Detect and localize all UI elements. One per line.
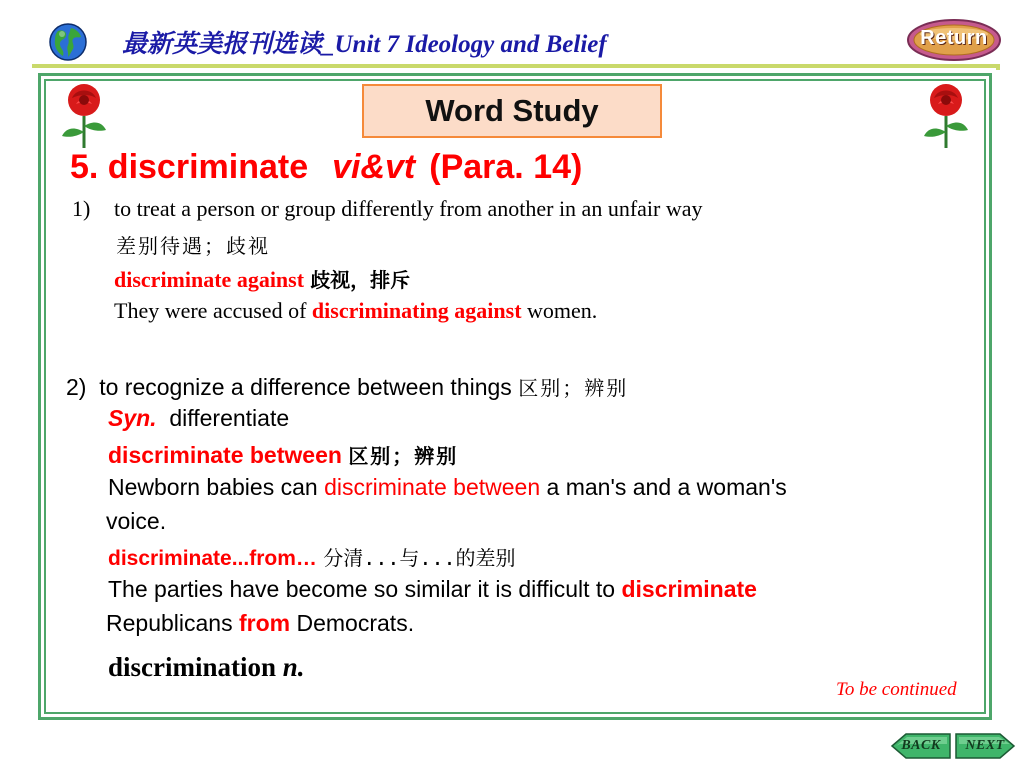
sense1-definition: to treat a person or group differently from another in an unfair way — [114, 196, 703, 221]
sense2-example1-line2: voice. — [106, 508, 167, 534]
sense2-example1-line1 — [108, 474, 787, 501]
sense1-phrase-translation: 歧视，排斥 — [310, 268, 411, 292]
sense2-phrase2-translation: 分清...与...的差别 — [323, 546, 516, 570]
sense1-translation: 差别待遇；歧视 — [116, 234, 270, 258]
to-be-continued: To be continued — [836, 679, 957, 700]
sense2-synonym-line — [108, 405, 289, 432]
sense1-example-highlight: discriminating against — [311, 298, 522, 323]
return-label: Return — [920, 27, 988, 49]
sense2-example2-line2 — [106, 610, 414, 637]
sense2-example2-line1 — [108, 576, 757, 603]
sense2-example1-before: Newborn babies can — [108, 474, 318, 500]
back-button[interactable] — [890, 732, 952, 760]
sense2-definition-line — [66, 372, 628, 401]
header-divider-end — [996, 64, 1000, 70]
header-title: 最新英美报刊选读_Unit 7 Ideology and Belief — [122, 31, 607, 58]
sense1-example-after: women. — [527, 298, 598, 323]
rose-icon — [912, 80, 982, 150]
rose-icon — [50, 80, 120, 150]
derivative-line — [108, 652, 305, 683]
derivative-pos: n. — [282, 652, 305, 682]
sense1-phrase: discriminate against — [114, 267, 305, 292]
entry-paragraph-ref: (Para. 14) — [429, 148, 583, 186]
sense2-example1-highlight: discriminate between — [324, 474, 541, 500]
derivative-word: discrimination — [108, 652, 277, 682]
entry-heading — [70, 148, 582, 187]
globe-icon — [48, 22, 88, 62]
sense2-syn-word: differentiate — [169, 405, 290, 431]
entry-word: 5. discriminate — [70, 148, 309, 186]
return-button[interactable] — [906, 18, 1002, 62]
entry-pos: vi&vt — [332, 148, 416, 186]
sense2-example2-before: The parties have become so similar it is difficult to — [108, 576, 616, 602]
sense2-syn-label: Syn. — [108, 405, 157, 431]
sense2-example2-highlight1: discriminate — [621, 576, 757, 602]
sense2-definition: to recognize a difference between things — [99, 374, 512, 400]
sense2-phrase2-line — [108, 542, 516, 571]
next-button[interactable] — [954, 732, 1016, 760]
sense1-example-before: They were accused of — [114, 298, 307, 323]
sense2-number: 2) — [66, 374, 87, 400]
sense1-phrase-line — [114, 264, 410, 293]
sense2-phrase2: discriminate...from… — [108, 547, 317, 570]
sense2-translation: 区别；辨别 — [518, 376, 629, 400]
sense2-phrase1: discriminate between — [108, 442, 342, 468]
sense2-phrase1-translation: 区别；辨别 — [348, 444, 459, 468]
next-label: NEXT — [965, 738, 1005, 753]
sense2-example2-highlight2: from — [238, 610, 291, 636]
sense2-example2-line2-start: Republicans — [106, 610, 233, 636]
back-label: BACK — [901, 738, 941, 753]
sense2-example2-line2-end: Democrats. — [296, 610, 415, 636]
header-divider — [32, 64, 1000, 68]
sense2-example1-after: a man's and a woman's — [546, 474, 787, 500]
sense1-number: 1) — [72, 196, 91, 221]
sense1-example — [114, 298, 597, 324]
sense2-phrase1-line — [108, 440, 458, 469]
section-title: Word Study — [362, 84, 662, 138]
